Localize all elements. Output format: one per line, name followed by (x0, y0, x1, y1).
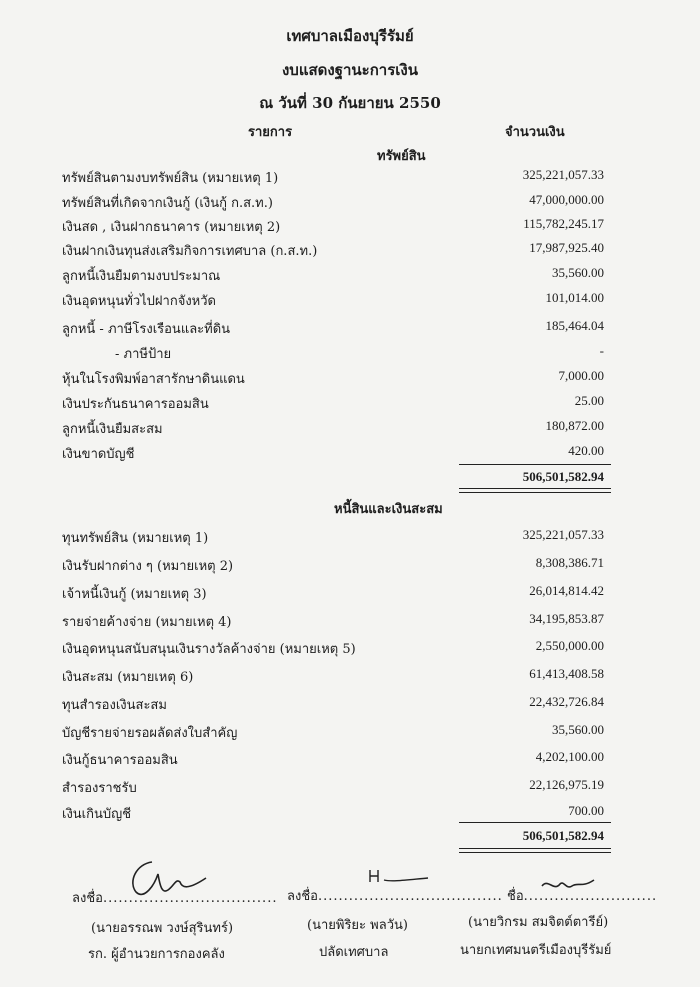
asset-row (0, 167, 700, 187)
asset-row (0, 192, 700, 212)
asset-row (0, 240, 700, 260)
dotted-line: .................................. (102, 891, 278, 906)
liability-label: เงินเกินบัญชี (62, 807, 132, 822)
liabilities-total: 506,501,582.94 (522, 828, 604, 843)
signatory-name-3: (นายวิกรม สมจิตต์ตารีย์) (468, 915, 609, 930)
asset-row (0, 368, 700, 388)
signatory-position-3: นายกเทศมนตรีเมืองบุรีรัมย์ (460, 943, 612, 958)
liability-label: เงินสะสม (หมายเหตุ 6) (62, 670, 194, 685)
asset-label: หุ้นในโรงพิมพ์อาสารักษาดินแดน (62, 372, 245, 387)
asset-amount: 17,987,925.40 (529, 240, 604, 255)
asset-label: ลูกหนี้เงินยืมสะสม (62, 422, 163, 437)
liability-amount: 2,550,000.00 (535, 638, 604, 653)
liability-amount: 34,195,853.87 (529, 611, 604, 626)
liability-label: บัญชีรายจ่ายรอผลัดส่งใบสำคัญ (62, 726, 238, 741)
dotted-line: .......................... (523, 889, 658, 904)
asset-row (0, 418, 700, 438)
statement-date: ณ วันที่ 30 กันยายน 2550 (259, 94, 441, 112)
liability-amount: 22,432,726.84 (529, 694, 604, 709)
signature-prefix: ชื่อ (507, 889, 524, 904)
asset-row (0, 216, 700, 236)
liability-amount: 8,308,386.71 (535, 555, 604, 570)
asset-amount: 35,560.00 (552, 265, 604, 280)
liability-row (0, 638, 700, 658)
asset-label: ทรัพย์สินที่เกิดจากเงินกู้ (เงินกู้ ก.ส.ท.) (62, 196, 273, 211)
liability-label: ทุนทรัพย์สิน (หมายเหตุ 1) (62, 531, 209, 546)
liability-label: เงินกู้ธนาคารออมสิน (62, 753, 178, 768)
signatory-name-1: (นายอรรณพ วงษ์สุรินทร์) (91, 921, 234, 936)
liability-row (0, 777, 700, 797)
asset-amount: 25.00 (574, 393, 604, 408)
assets-heading: ทรัพย์สิน (377, 149, 426, 164)
asset-amount: 325,221,057.33 (522, 167, 604, 182)
asset-label: ลูกหนี้เงินยืมตามงบประมาณ (62, 269, 221, 284)
liability-row (0, 527, 700, 547)
liability-label: เงินรับฝากต่าง ๆ (หมายเหตุ 2) (62, 559, 234, 574)
liability-amount: 35,560.00 (552, 722, 604, 737)
liability-row (0, 803, 700, 823)
asset-label: เงินสด , เงินฝากธนาคาร (หมายเหตุ 2) (62, 220, 281, 235)
liability-row (0, 666, 700, 686)
liability-amount: 26,014,814.42 (529, 583, 604, 598)
asset-amount: - (599, 343, 604, 358)
column-header-amount: จำนวนเงิน (505, 125, 565, 140)
column-header-item: รายการ (248, 125, 293, 140)
liability-row (0, 555, 700, 575)
asset-label: เงินฝากเงินทุนส่งเสริมกิจการเทศบาล (ก.ส.ท.) (62, 244, 318, 259)
asset-amount: 7,000.00 (558, 368, 604, 383)
asset-label: เงินขาดบัญชี (62, 447, 135, 462)
asset-label: ลูกหนี้ - ภาษีโรงเรือนและที่ดิน (62, 322, 231, 337)
asset-row (0, 290, 700, 310)
asset-amount: 101,014.00 (545, 290, 604, 305)
asset-row (0, 318, 700, 338)
liability-label: รายจ่ายค้างจ่าย (หมายเหตุ 4) (62, 615, 232, 630)
subtotal-rule (459, 464, 611, 465)
signature-scribble-2 (366, 866, 432, 888)
signature-scribble-1 (122, 856, 212, 902)
signature-prefix: ลงชื่อ (287, 889, 318, 904)
signature-scribble-3 (538, 874, 598, 894)
signatory-position-2: ปลัดเทศบาล (319, 945, 389, 960)
asset-label: ทรัพย์สินตามงบทรัพย์สิน (หมายเหตุ 1) (62, 171, 279, 186)
org-name: เทศบาลเมืองบุรีรัมย์ (286, 27, 414, 45)
statement-title: งบแสดงฐานะการเงิน (281, 61, 418, 79)
liability-amount: 22,126,975.19 (529, 777, 604, 792)
total-double-rule (459, 848, 611, 853)
signature-prefix: ลงชื่อ (72, 891, 103, 906)
asset-row (0, 443, 700, 463)
asset-amount: 115,782,245.17 (523, 216, 604, 231)
liability-label: เจ้าหนี้เงินกู้ (หมายเหตุ 3) (62, 587, 207, 602)
total-double-rule (459, 488, 611, 493)
asset-label: เงินประกันธนาคารออมสิน (62, 397, 209, 412)
asset-amount: 420.00 (568, 443, 604, 458)
asset-label: - ภาษีป้าย (115, 347, 172, 362)
liability-label: ทุนสำรองเงินสะสม (62, 698, 167, 713)
liability-amount: 4,202,100.00 (535, 749, 604, 764)
liability-row (0, 583, 700, 603)
dotted-line: .................................... (317, 889, 503, 904)
liability-row (0, 694, 700, 714)
liability-amount: 61,413,408.58 (529, 666, 604, 681)
liability-amount: 700.00 (568, 803, 604, 818)
liability-label: เงินอุดหนุนสนับสนุนเงินรางวัลค้างจ่าย (หมายเหตุ 5) (62, 642, 356, 657)
assets-total: 506,501,582.94 (522, 469, 604, 484)
signatory-name-2: (นายพิริยะ พลวัน) (307, 918, 408, 933)
liability-row (0, 611, 700, 631)
liability-label: สำรองราชรับ (62, 781, 137, 796)
liability-amount: 325,221,057.33 (522, 527, 604, 542)
asset-row (0, 265, 700, 285)
asset-amount: 185,464.04 (545, 318, 604, 333)
liabilities-heading: หนี้สินและเงินสะสม (334, 502, 443, 517)
asset-row (0, 393, 700, 413)
liability-row (0, 749, 700, 769)
liability-row (0, 722, 700, 742)
signatory-position-1: รก. ผู้อำนวยการกองคลัง (88, 947, 225, 962)
signature-line-2 (287, 885, 503, 906)
subtotal-rule (459, 822, 611, 823)
asset-label: เงินอุดหนุนทั่วไปฝากจังหวัด (62, 294, 216, 309)
asset-row (0, 343, 700, 363)
asset-amount: 180,872.00 (545, 418, 604, 433)
asset-amount: 47,000,000.00 (529, 192, 604, 207)
